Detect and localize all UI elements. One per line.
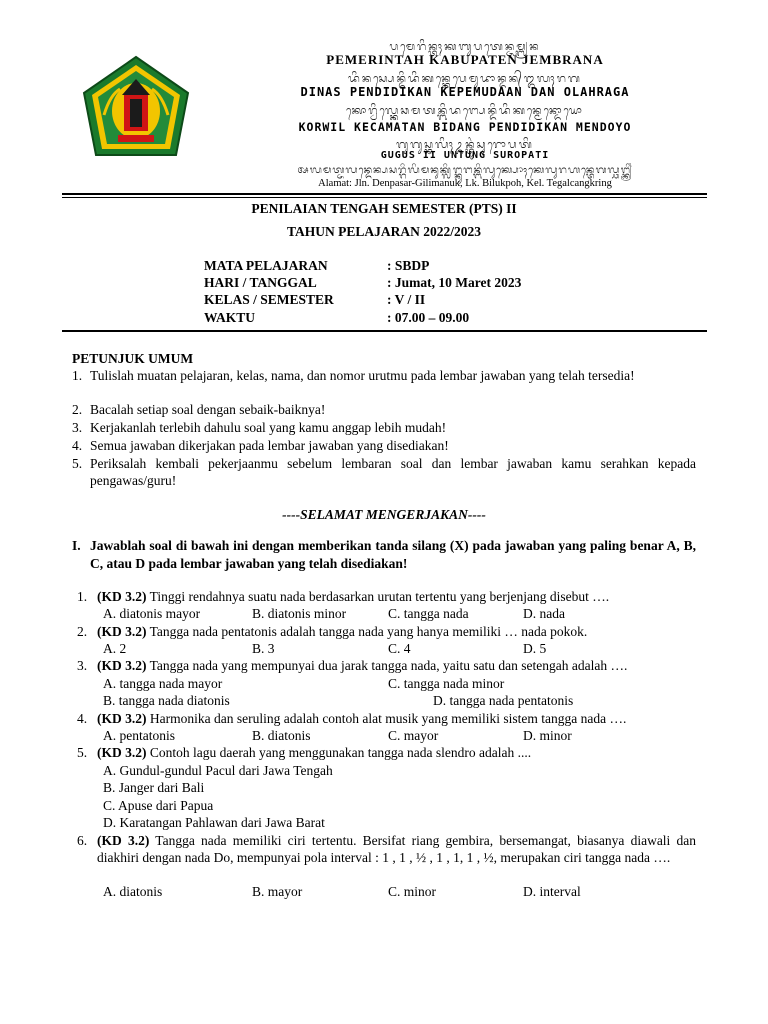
- instruction-text: Bacalah setiap soal dengan sebaik-baiknya!: [90, 402, 326, 417]
- option-d: D. 5: [523, 641, 547, 656]
- option-a: A. diatonis mayor: [103, 606, 201, 621]
- info-value: : Jumat, 10 Maret 2023: [387, 275, 522, 290]
- option-d: D. interval: [523, 884, 581, 899]
- option-b: B. mayor: [252, 884, 303, 899]
- question-body: Contoh lagu daerah yang menggunakan tangga nada slendro adalah ....: [146, 745, 532, 760]
- kd-tag: (KD 3.2): [97, 833, 150, 848]
- question-number: 2.: [77, 624, 88, 639]
- info-divider: [62, 330, 707, 332]
- option-c: C. minor: [388, 884, 437, 899]
- info-value: : SBDP: [387, 258, 430, 273]
- balinese-script-line-3: ᬓᭀᬭ᭄ᬯᬶᬮ᭄ᬓᬾᬘᬫᬢᬦ᭄ᬩᬶᬤᬗ᭄ᬧᬾᬦ᭄ᬤᬶᬤᬶᬓᬦ᭄ᬫᬾᬦ᭄ᬤᭀᬬᭀ: [346, 104, 584, 117]
- korwil-name: KORWIL KECAMATAN BIDANG PENDIDIKAN MENDOYO: [298, 120, 632, 134]
- question-text: [97, 832, 696, 866]
- option-c: C. mayor: [388, 728, 439, 743]
- option-c: C. Apuse dari Papua: [103, 798, 214, 813]
- section-number: I.: [72, 538, 81, 553]
- balinese-script-line-5: ᬅᬮᬫᬢ᭄ᬚᬮᬦ᭄ᬤᬾᬦ᭄ᬧᬲᬭ᭄ᬕᬶᬮᬶᬫᬦᬸᬓ᭄ᬮᬶᬗ᭄ᬓᬸᬗᬦ᭄ᬩᬶᬮᬸᬓ᭄ᬧᭀᬄᬓᬾᬮᬸᬭᬳᬦ᭄ᬢᬾᬕᬮ᭄ᬘᬗ᭄ᬓ᭄ᬭᬶᬂ: [297, 165, 633, 176]
- question-number: 5.: [77, 745, 88, 760]
- question-text: [97, 657, 627, 674]
- info-label: WAKTU: [204, 310, 256, 325]
- section-instruction: Jawablah soal di bawah ini dengan memberikan tanda silang (X) pada jawaban yang paling benar A, B, C, atau D pada lembar jawaban yang telah disediakan!: [90, 538, 696, 571]
- greeting: ----SELAMAT MENGERJAKAN----: [282, 507, 486, 522]
- instruction-number: 2.: [72, 402, 83, 417]
- agency-name: DINAS PENDIDIKAN KEPEMUDAAN DAN OLAHRAGA: [300, 85, 630, 99]
- question-body: Harmonika dan seruling adalah contoh alat musik yang memiliki sistem tangga nada ….: [146, 711, 627, 726]
- question-text: [97, 710, 626, 727]
- info-label: MATA PELAJARAN: [204, 258, 328, 273]
- kd-tag: (KD 3.2): [97, 624, 147, 639]
- option-c: C. tangga nada minor: [388, 676, 505, 691]
- instructions-heading: PETUNJUK UMUM: [72, 351, 194, 366]
- address: Alamat: Jln. Denpasar-Gilimanuk, Lk. Bilukpoh, Kel. Tegalcangkring: [318, 178, 612, 189]
- option-a: A. 2: [103, 641, 127, 656]
- question-text: [97, 588, 609, 605]
- balinese-script-line-1: ᬧᬫᬾᬭᬶᬦ᭄ᬢᬄᬓᬩᬸᬧᬢᬾᬦ᭄ᬚᬫ᭄ᬩ᭄ᬭᬦ: [389, 40, 541, 53]
- kd-tag: (KD 3.2): [97, 589, 147, 604]
- option-d: D. minor: [523, 728, 572, 743]
- info-value: : 07.00 – 09.00: [387, 310, 470, 325]
- question-text: [97, 623, 587, 640]
- question-body: Tangga nada memiliki ciri tertentu. Bersifat riang gembira, bersemangat, biasanya diawali dan diakhiri dengan nada Do, mempunyai pola interval : 1 , 1 , ½ , 1 , 1, 1 , ½, merupakan ciri tangga nada ….: [97, 833, 697, 865]
- option-a: A. Gundul-gundul Pacul dari Jawa Tengah: [103, 763, 333, 778]
- info-label: HARI / TANGGAL: [204, 275, 317, 290]
- government-name: PEMERINTAH KABUPATEN JEMBRANA: [326, 52, 604, 67]
- option-c: C. tangga nada: [388, 606, 469, 621]
- question-body: Tinggi rendahnya suatu nada berdasarkan urutan tertentu yang berjenjang disebut ….: [146, 589, 610, 604]
- option-b: B. tangga nada diatonis: [103, 693, 230, 708]
- option-a: A. tangga nada mayor: [103, 676, 223, 691]
- instruction-text: Tulislah muatan pelajaran, kelas, nama, dan nomor urutmu pada lembar jawaban yang telah tersedia!: [90, 368, 635, 383]
- question-text: [97, 744, 531, 761]
- school-year: TAHUN PELAJARAN 2022/2023: [286, 224, 481, 239]
- kd-tag: (KD 3.2): [97, 658, 147, 673]
- option-b: B. diatonis: [252, 728, 311, 743]
- instruction-number: 3.: [72, 420, 83, 435]
- instruction-number: 5.: [72, 456, 83, 471]
- header-divider: [62, 193, 707, 195]
- option-b: B. Janger dari Bali: [103, 780, 205, 795]
- instruction-text: Semua jawaban dikerjakan pada lembar jawaban yang disediakan!: [90, 438, 449, 453]
- option-b: B. diatonis minor: [252, 606, 347, 621]
- option-a: A. diatonis: [103, 884, 163, 899]
- instruction-number: 4.: [72, 438, 83, 453]
- instruction-text: Kerjakanlah terlebih dahulu soal yang kamu anggap lebih mudah!: [90, 420, 447, 435]
- gugus-name: GUGUS II UNTUNG SUROPATI: [380, 150, 550, 161]
- option-b: B. 3: [252, 641, 275, 656]
- option-d: D. nada: [523, 606, 565, 621]
- info-label: KELAS / SEMESTER: [204, 292, 334, 307]
- info-value: : V / II: [387, 292, 426, 307]
- exam-title: PENILAIAN TENGAH SEMESTER (PTS) II: [251, 201, 517, 216]
- question-body: Tangga nada pentatonis adalah tangga nada yang hanya memiliki … nada pokok.: [146, 624, 588, 639]
- instruction-text: Periksalah kembali pekerjaanmu sebelum lembaran soal dan lembar jawaban kamu serahkan kepada pengawas/guru!: [90, 456, 696, 488]
- option-c: C. 4: [388, 641, 411, 656]
- question-number: 6.: [77, 833, 88, 848]
- kd-tag: (KD 3.2): [97, 711, 147, 726]
- question-body: Tangga nada yang mempunyai dua jarak tangga nada, yaitu satu dan setengah adalah ….: [146, 658, 628, 673]
- kd-tag: (KD 3.2): [97, 745, 147, 760]
- balinese-script-line-2: ᬤᬶᬦᬲ᭄ᬧᬾᬦ᭄ᬤᬶᬤᬶᬓᬦ᭄ᬓᬾᬧᬾᬫᬸᬤᬵᬦ᭄ᬤᬦ᭄ᬑᬮᬄᬭᬕ: [348, 72, 582, 85]
- jembrana-emblem-icon: [80, 55, 192, 159]
- instruction-number: 1.: [72, 368, 83, 383]
- option-a: A. pentatonis: [103, 728, 175, 743]
- option-d: D. Karatangan Pahlawan dari Jawa Barat: [103, 815, 325, 830]
- header-divider-thin: [62, 197, 707, 198]
- question-number: 3.: [77, 658, 88, 673]
- question-number: 1.: [77, 589, 88, 604]
- balinese-script-line-4: ᬕᬸᬕᬸᬲ᭄ᬓᬮᬶᬄᬉᬦ᭄ᬢᬸᬂᬲᬸᬭᭀᬧᬢᬶ: [396, 138, 534, 151]
- question-number: 4.: [77, 711, 88, 726]
- option-d: D. tangga nada pentatonis: [433, 693, 574, 708]
